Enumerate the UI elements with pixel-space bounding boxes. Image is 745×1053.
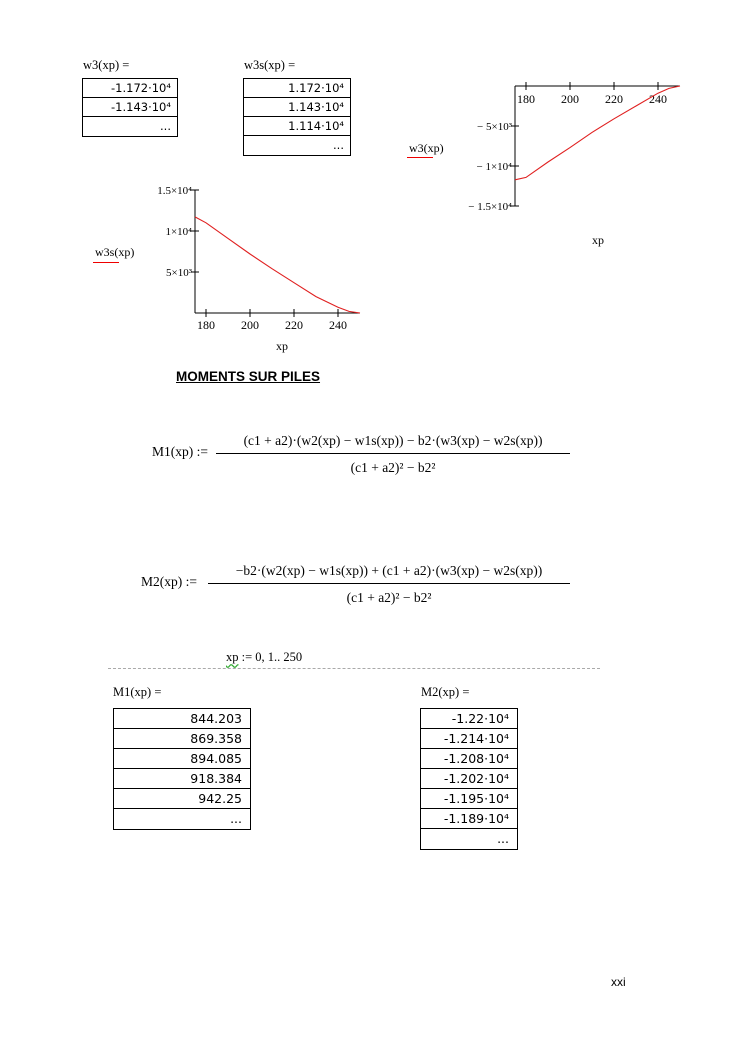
y-tick-label: 1×10⁴ [165, 226, 192, 238]
table-cell: -1.202·10⁴ [421, 769, 517, 789]
table-cell: 1.172·10⁴ [244, 79, 350, 98]
table-cell: ... [497, 831, 509, 846]
table-cell: 869.358 [114, 729, 250, 749]
x-tick-label: 180 [517, 92, 535, 106]
range-var: xp [226, 650, 239, 664]
w3s-table [243, 78, 351, 156]
x-tick-label: 220 [285, 318, 303, 332]
x-tick-label: 240 [329, 318, 347, 332]
w3-chart-ylabel: w3(xp) [409, 141, 444, 155]
table-cell: -1.143·10⁴ [83, 98, 177, 117]
m2-formula-denominator: (c1 + a2)² − b2² [346, 590, 432, 605]
w3s-legend-line [93, 262, 119, 263]
table-cell: -1.189·10⁴ [421, 809, 517, 829]
table-cell: 844.203 [114, 709, 250, 729]
m1-formula-denominator: (c1 + a2)² − b2² [350, 460, 436, 475]
m2-formula-lhs: M2(xp) := [141, 574, 197, 589]
m1-fraction-bar [216, 453, 570, 454]
w3-chart [440, 76, 700, 256]
y-tick-label: − 1.5×10⁴ [468, 201, 512, 213]
y-tick-label: 5×10³ [165, 267, 192, 279]
y-tick-label: 1.5×10⁴ [157, 185, 192, 197]
m1-formula-lhs: M1(xp) := [152, 444, 208, 459]
table-cell: -1.214·10⁴ [421, 729, 517, 749]
table-cell: ... [160, 119, 171, 133]
section-heading: MOMENTS SUR PILES [176, 369, 321, 384]
page-number: xxi [611, 975, 626, 989]
region-divider [108, 668, 600, 669]
table-cell: 918.384 [114, 769, 250, 789]
range-rest: := 0, 1.. 250 [238, 650, 303, 664]
table-cell: ... [333, 138, 344, 152]
w3-legend-line [407, 157, 433, 158]
table-cell: ... [230, 811, 242, 826]
table-cell: 1.114·10⁴ [244, 117, 350, 136]
range-definition [226, 650, 302, 665]
table-cell: 942.25 [114, 789, 250, 809]
w3-table [82, 78, 178, 137]
m1-table [113, 708, 251, 830]
x-tick-label: 180 [197, 318, 215, 332]
x-tick-label: 240 [649, 92, 667, 106]
m2-table-label: M2(xp) = [421, 685, 470, 699]
m2-table [420, 708, 518, 850]
y-tick-label: − 5×10³ [477, 121, 512, 133]
y-tick-label: − 1×10⁴ [476, 161, 512, 173]
w3s-table-label: w3s(xp) = [244, 58, 296, 72]
x-tick-label: 220 [605, 92, 623, 106]
m1-formula-numerator: (c1 + a2)·(w2(xp) − w1s(xp)) − b2·(w3(xp) − w2s(xp)) [243, 433, 543, 448]
w3s-chart-ylabel: w3s(xp) [95, 245, 135, 259]
x-axis-label: xp [592, 233, 604, 247]
x-axis-label: xp [276, 339, 288, 353]
table-cell: -1.195·10⁴ [421, 789, 517, 809]
m1-table-label: M1(xp) = [113, 685, 162, 699]
m2-fraction-bar [208, 583, 570, 584]
table-cell: 894.085 [114, 749, 250, 769]
series-line [195, 217, 360, 313]
x-tick-label: 200 [561, 92, 579, 106]
table-cell: 1.143·10⁴ [244, 98, 350, 117]
w3s-chart [120, 180, 380, 355]
table-cell: -1.22·10⁴ [421, 709, 517, 729]
m2-formula-numerator: −b2·(w2(xp) − w1s(xp)) + (c1 + a2)·(w3(xp) − w2s(xp)) [235, 563, 543, 578]
table-cell: -1.172·10⁴ [83, 79, 177, 98]
table-cell: -1.208·10⁴ [421, 749, 517, 769]
w3-table-label: w3(xp) = [83, 58, 130, 72]
x-tick-label: 200 [241, 318, 259, 332]
